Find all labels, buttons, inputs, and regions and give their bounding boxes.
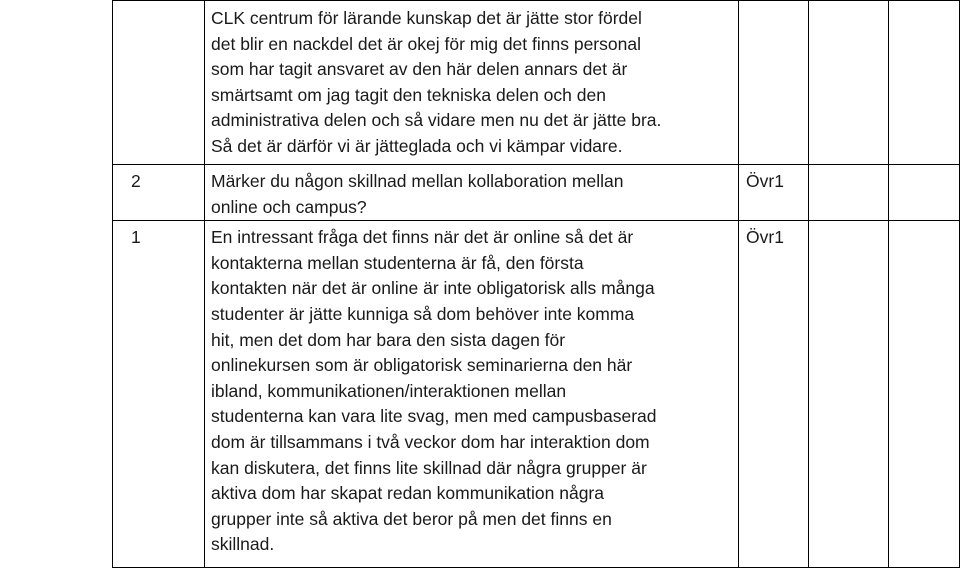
number-cell (113, 1, 205, 165)
text-line: det blir en nackdel det är okej för mig det finns personal (211, 33, 641, 54)
text-line: onlinekursen som är obligatorisk seminarierna den här (211, 355, 633, 376)
empty-cell (809, 221, 889, 568)
text-line: En intressant fråga det finns när det är online så det är (211, 227, 634, 248)
row-code (739, 1, 808, 5)
code-cell (739, 1, 809, 165)
row-text (205, 221, 738, 558)
text-line: online och campus? (211, 196, 367, 217)
empty-cell (889, 165, 960, 221)
text-line: kan diskutera, det finns lite skillnad där några grupper är (211, 457, 647, 478)
text-cell (205, 221, 739, 568)
text-cell (205, 165, 739, 221)
row-code: Övr1 (746, 171, 784, 191)
text-line: CLK centrum för lärande kunskap det är jätte stor fördel (211, 8, 642, 28)
empty-cell (889, 1, 960, 165)
text-line: administrativa delen och så vidare men nu det är jätte bra. (211, 110, 662, 131)
empty-cell (889, 221, 960, 568)
row-text (205, 1, 738, 160)
text-line: kontakterna mellan studenterna är få, den första (211, 252, 584, 273)
text-cell (205, 1, 739, 165)
table-row (113, 221, 960, 568)
row-number: 1 (131, 227, 141, 248)
transcript-table (112, 0, 960, 568)
number-cell (113, 221, 205, 568)
text-line: aktiva dom har skapat redan kommunikation några (211, 483, 604, 504)
text-line: som har tagit ansvaret av den här delen annars det är (211, 59, 628, 80)
text-line: ibland, kommunikationen/interaktionen mellan (211, 380, 567, 401)
text-line: kontakten när det är online är inte obligatorisk alls många (211, 278, 655, 299)
code-cell (739, 165, 809, 221)
table-row (113, 1, 960, 165)
empty-cell (809, 1, 889, 165)
text-line: hit, men det dom har bara den sista dagen för (211, 329, 566, 350)
table-row (113, 165, 960, 221)
text-line: smärtsamt om jag tagit den tekniska delen och den (211, 84, 606, 105)
row-text (205, 165, 738, 220)
empty-cell (809, 165, 889, 221)
number-cell (113, 165, 205, 221)
text-line: dom är tillsammans i två veckor dom har interaktion dom (211, 431, 650, 452)
code-cell (739, 221, 809, 568)
text-line: grupper inte så aktiva det beror på men det finns en (211, 508, 612, 529)
row-number (113, 1, 204, 5)
text-line: studenter är jätte kunniga så dom behöver inte komma (211, 303, 635, 324)
text-line: skillnad. (211, 534, 275, 555)
row-number: 2 (131, 171, 141, 191)
text-line: Märker du någon skillnad mellan kollaboration mellan (211, 171, 624, 191)
text-line: Så det är därför vi är jätteglada och vi kämpar vidare. (211, 135, 623, 156)
row-code: Övr1 (746, 227, 784, 248)
text-line: studenterna kan vara lite svag, men med campusbaserad (211, 406, 657, 427)
